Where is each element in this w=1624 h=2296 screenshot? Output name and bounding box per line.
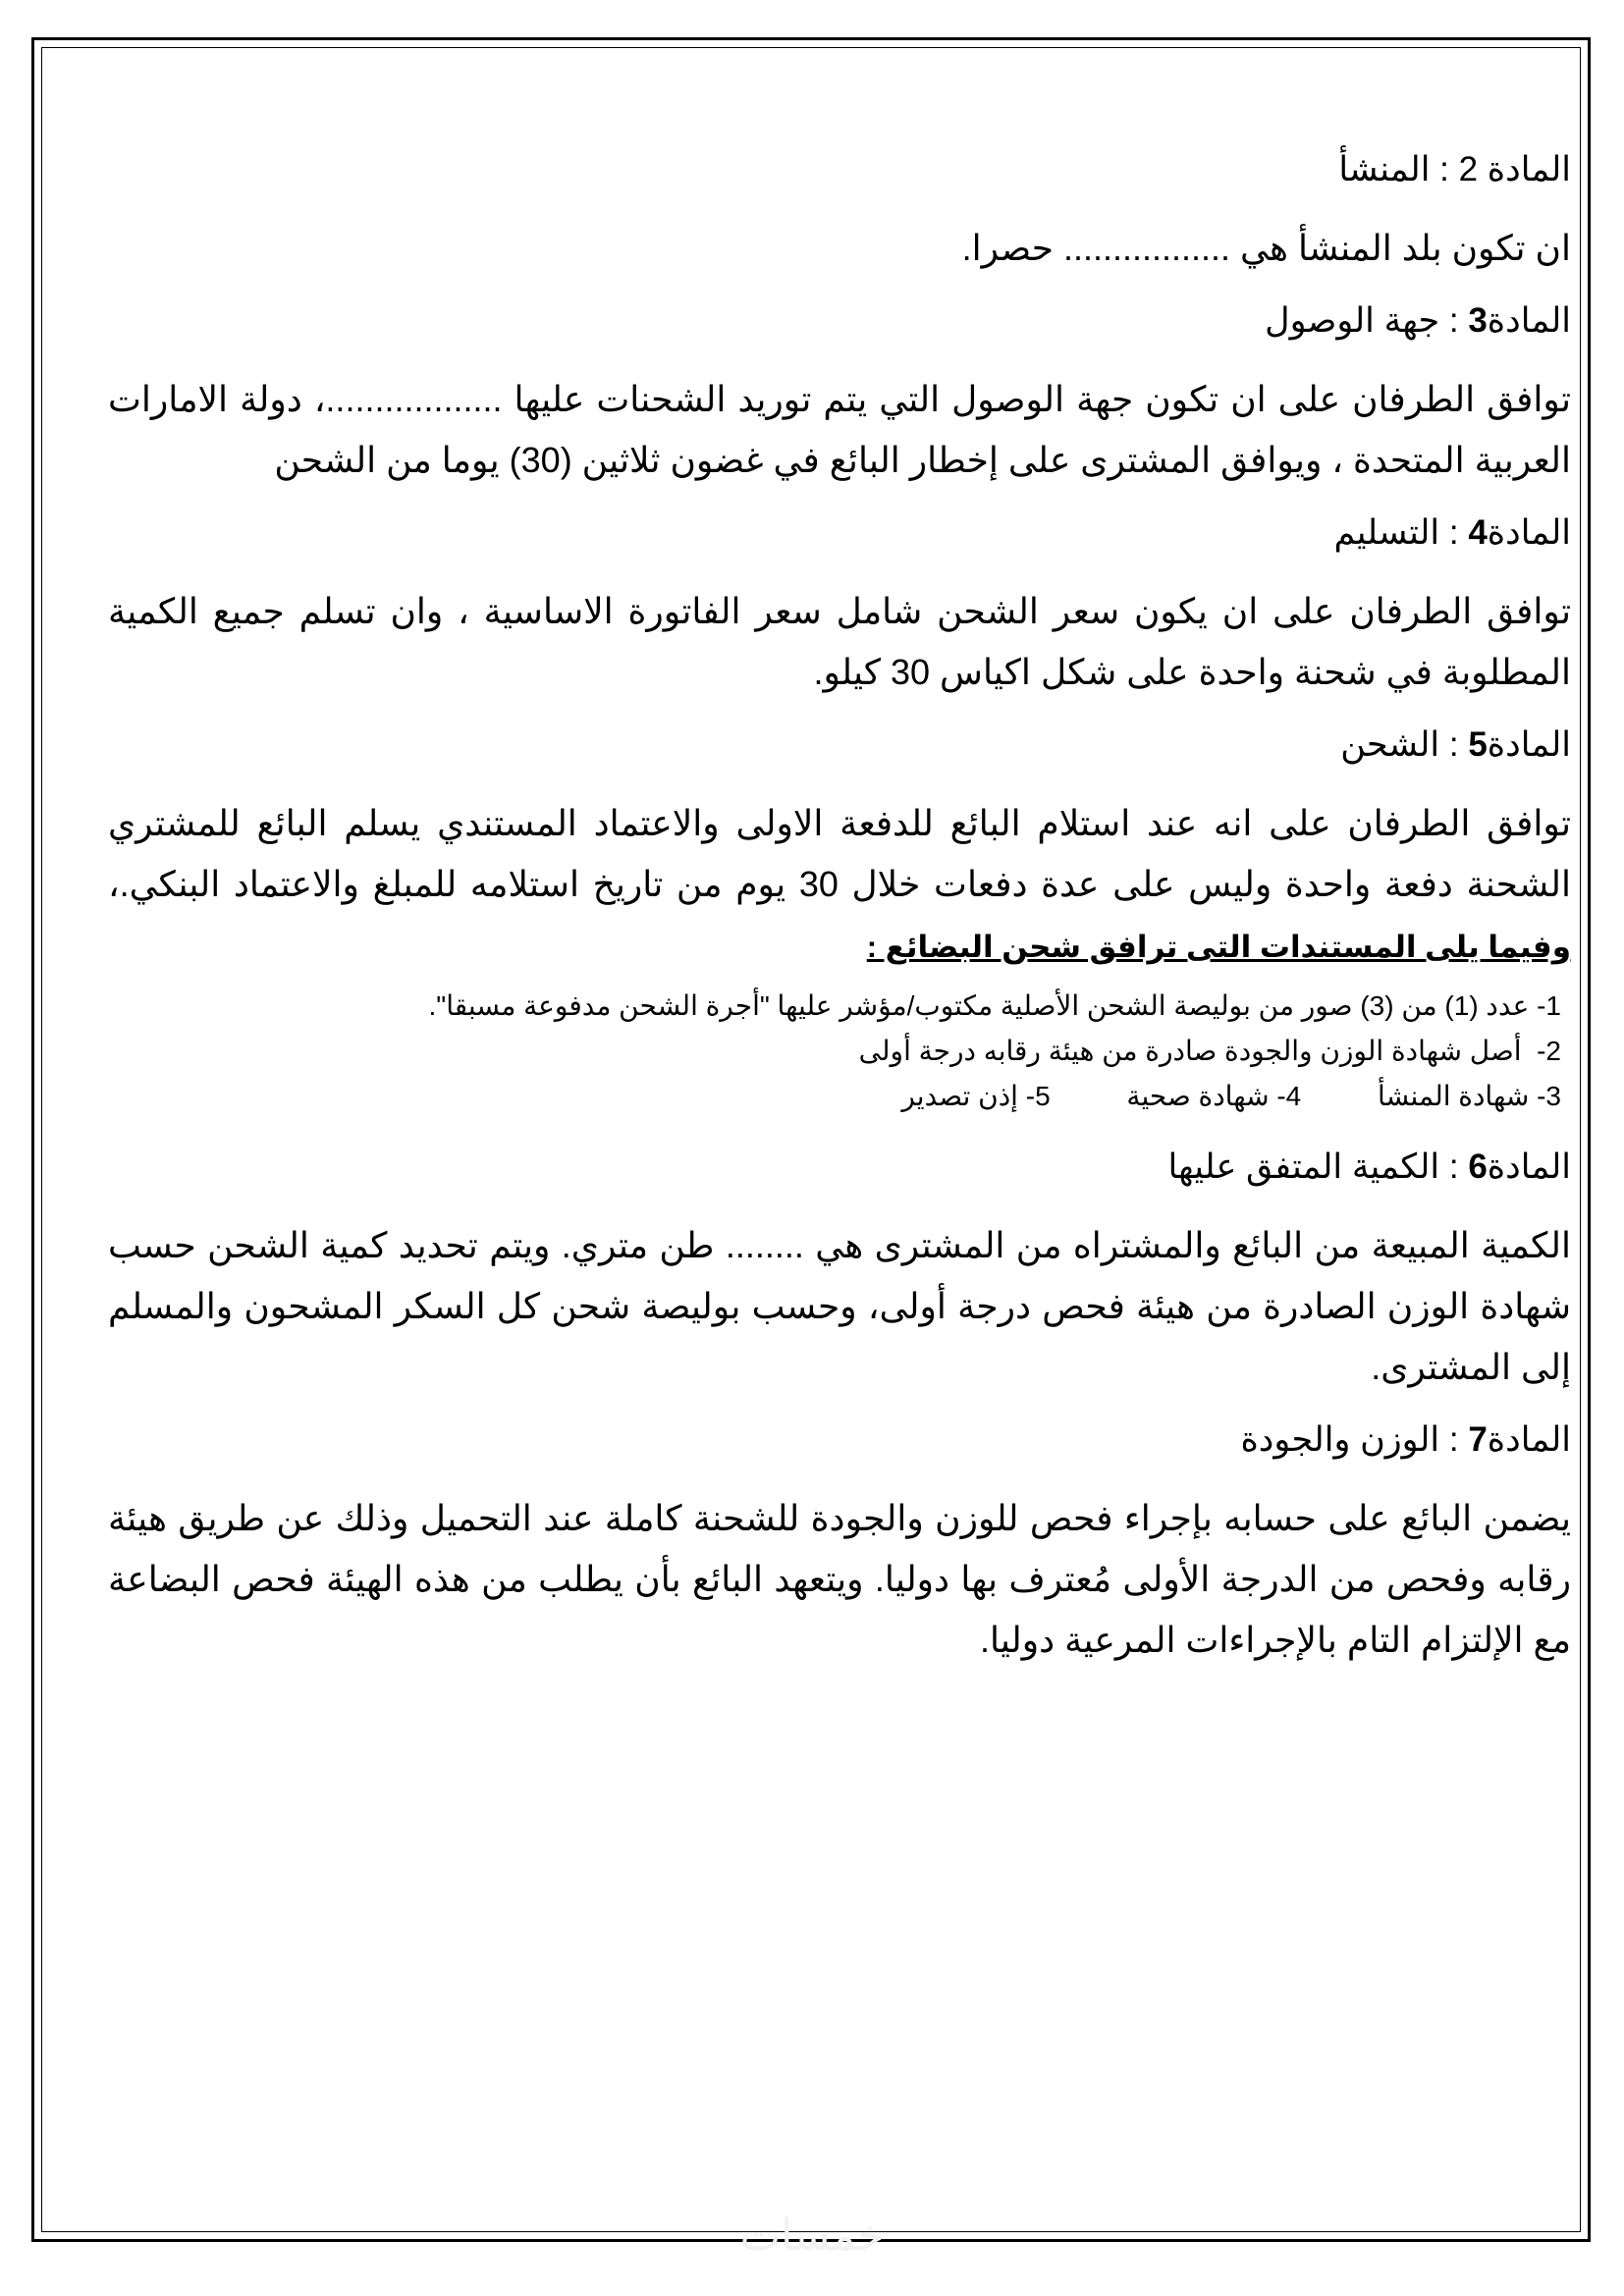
article-7-text: يضمن البائع على حسابه بإجراء فحص للوزن والجودة للشحنة كاملة عند التحميل وذلك عن طريق هيئة رقابه وفحص من الدرجة الأولى مُعترف بها دوليا. ويتعهد البائع بأن يطلب من هذه الهيئة فحص البضاعة مع الإلتزام التام بالإجراءات المرعية دوليا. — [108, 1498, 1571, 1660]
article-label: المادة — [1487, 725, 1571, 764]
documents-heading: وفيما يلى المستندات التى ترافق شحن البضائع : — [866, 930, 1571, 964]
article-5 — [108, 722, 1571, 1119]
documents-list — [108, 984, 1571, 1119]
article-6-text: الكمية المبيعة من البائع والمشتراه من المشترى هي ........ طن متري. ويتم تحديد كمية الشحن حسب شهادة الوزن الصادرة من هيئة فحص درجة أولى، وحسب بوليصة شحن كل السكر المشحون والمسلم إلى المشترى. — [108, 1225, 1571, 1387]
article-3-text: توافق الطرفان على ان تكون جهة الوصول التي يتم توريد الشحنات عليها ..................، دولة الامارات العربية المتحدة ، ويوافق المشترى على إخطار البائع في غضون ثلاثين (30) يوما من الشحن — [108, 379, 1571, 480]
list-item: 1- عدد (1) من (3) صور من بوليصة الشحن الأصلية مكتوب/مؤشر عليها "أجرة الشحن مدفوعة مسبقا". — [428, 990, 1561, 1021]
article-4-title — [108, 510, 1571, 556]
article-4 — [108, 510, 1571, 703]
article-3 — [108, 298, 1571, 491]
article-7-title — [108, 1417, 1571, 1463]
article-6 — [108, 1145, 1571, 1398]
article-heading: : الكمية المتفق عليها — [1167, 1148, 1469, 1186]
article-number: 5 — [1468, 725, 1488, 764]
watermark: خمسات — [739, 2212, 885, 2260]
article-5-body: توافق الطرفان على انه عند استلام البائع للدفعة الاولى والاعتماد المستندي يسلم البائع للمشتري الشحنة دفعة واحدة وليس على عدة دفعات خلال 30 يوم من تاريخ استلامه للمبلغ والاعتماد البنكي.، — [108, 803, 1571, 904]
article-4-text: توافق الطرفان على ان يكون سعر الشحن شامل سعر الفاتورة الاساسية ، وان تسلم جميع الكمية المطلوبة في شحنة واحدة على شكل اكياس 30 كيلو. — [108, 591, 1571, 692]
article-label: المادة — [1487, 1148, 1571, 1186]
article-label: المادة — [1487, 1420, 1571, 1459]
article-7 — [108, 1417, 1571, 1671]
article-2-text: ان تكون بلد المنشأ هي ................. حصرا. — [961, 228, 1571, 268]
article-number: 6 — [1468, 1148, 1488, 1186]
article-number: 4 — [1468, 513, 1488, 552]
article-2-title: المادة 2 : المنشأ — [1338, 150, 1571, 188]
article-6-title — [108, 1145, 1571, 1190]
article-heading: : جهة الوصول — [1265, 301, 1469, 340]
list-item: 2- أصل شهادة الوزن والجودة صادرة من هيئة رقابه درجة أولى — [858, 1036, 1561, 1066]
list-item: 3- شهادة المنشأ 4- شهادة صحية 5- إذن تصدير — [901, 1081, 1561, 1111]
article-label: المادة — [1487, 301, 1571, 340]
article-heading: : الشحن — [1340, 725, 1469, 764]
article-number: 3 — [1468, 301, 1488, 340]
article-number: 7 — [1468, 1420, 1488, 1459]
article-heading: : الوزن والجودة — [1240, 1420, 1469, 1459]
contract-content — [108, 147, 1571, 1690]
article-5-title — [108, 722, 1571, 768]
article-3-title — [108, 298, 1571, 344]
article-2 — [108, 147, 1571, 279]
article-heading: : التسليم — [1333, 513, 1469, 552]
article-5-text — [108, 793, 1571, 978]
article-label: المادة — [1487, 513, 1571, 552]
